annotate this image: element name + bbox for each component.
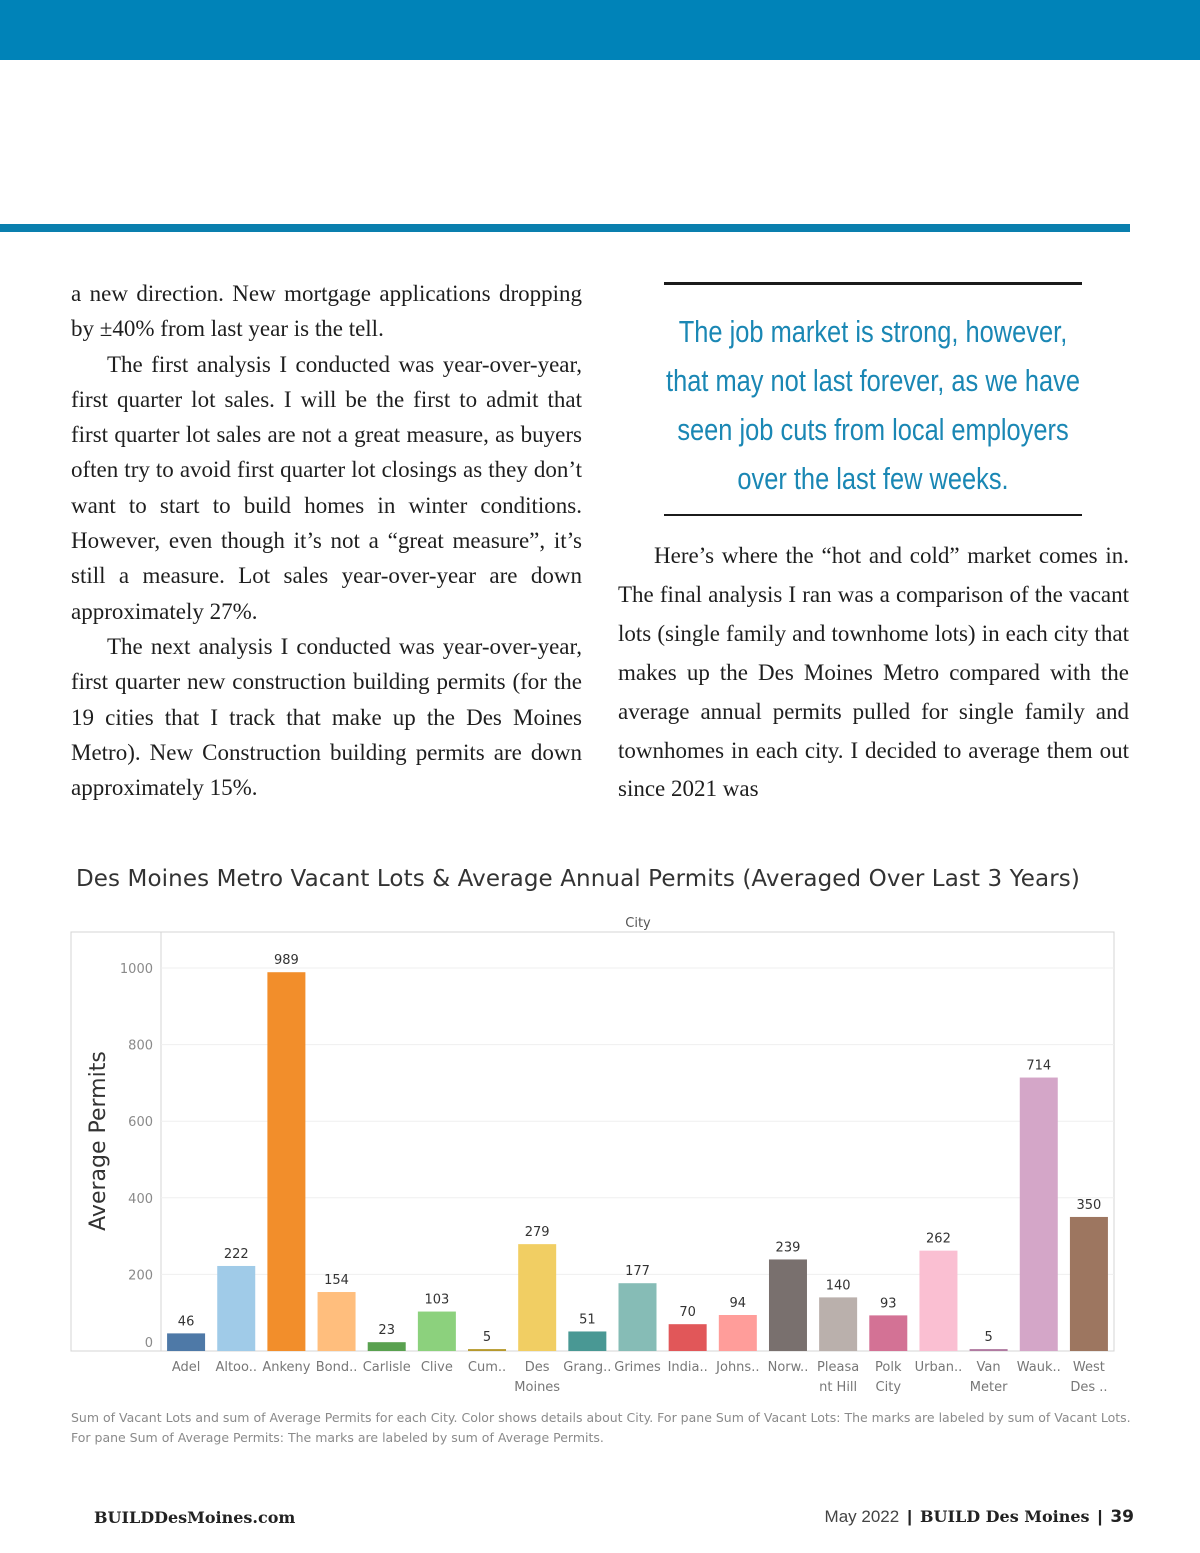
footer-site: BUILDDesMoines.com: [94, 1508, 296, 1527]
data-label: 70: [679, 1305, 696, 1321]
chart-title: Des Moines Metro Vacant Lots & Average Annual Permits (Averaged Over Last 3 Years): [76, 866, 1080, 892]
footer-right: [825, 1507, 1134, 1527]
x-tick-label: Polk: [875, 1360, 902, 1375]
x-tick-label: Grang..: [563, 1360, 612, 1375]
data-label: 103: [424, 1292, 450, 1308]
x-tick-label: nt Hill: [819, 1380, 858, 1395]
data-label: 279: [524, 1225, 550, 1241]
x-tick-label: West: [1072, 1360, 1105, 1375]
x-tick-label: Carlisle: [362, 1360, 411, 1375]
x-tick-label: Cum..: [467, 1360, 507, 1375]
bar: [217, 1266, 255, 1351]
bar: [819, 1297, 857, 1351]
data-label: 93: [880, 1296, 897, 1312]
y-tick-label: 0: [144, 1336, 153, 1351]
bar: [869, 1315, 907, 1351]
article-paragraph: Here’s where the “hot and cold” market comes in. The final analysis I ran was a comparison of the vacant lots (single family and townhome lots) in each city that makes up the Des Moines Metro compared with the average annual permits pulled for single family and townhomes in each city. I decided to average them out since 2021 was: [618, 543, 1129, 802]
bar: [267, 972, 305, 1351]
bar: [719, 1315, 757, 1351]
x-tick-label: Grimes: [614, 1360, 661, 1375]
pull-quote-text: The job market is strong, however, that may not last forever, as we have seen job cuts from local employers over the last few weeks.: [666, 314, 1080, 496]
data-label: 239: [775, 1240, 801, 1256]
data-label: 46: [177, 1314, 195, 1330]
y-tick-label: 200: [128, 1268, 153, 1284]
x-tick-label: Johns..: [716, 1360, 760, 1375]
x-tick-label: Ankeny: [262, 1360, 311, 1375]
bar: [919, 1251, 957, 1351]
bar: [167, 1333, 205, 1351]
bar: [619, 1283, 657, 1351]
data-label: 5: [482, 1330, 492, 1346]
x-tick-label: Des ..: [1070, 1380, 1108, 1395]
x-tick-label: Norw..: [767, 1360, 809, 1375]
x-tick-label: Pleasa: [817, 1360, 860, 1375]
x-tick-label: Wauk..: [1016, 1360, 1061, 1375]
footer-separator: |: [907, 1507, 912, 1526]
article-paragraph: The next analysis I conducted was year-over-year, first quarter new construction building permits (for the 19 cities that I track that make up the Des Moines Metro). New Construction building permits are down approximately 15%.: [71, 633, 582, 801]
bar: [318, 1292, 356, 1351]
y-tick-label: 1000: [119, 962, 153, 977]
data-label: 154: [324, 1273, 349, 1289]
data-label: 23: [378, 1323, 395, 1339]
bar: [970, 1349, 1008, 1351]
bar: [1070, 1217, 1108, 1351]
chart-caption: Sum of Vacant Lots and sum of Average Permits for each City. Color shows details about City. For pane Sum of Vacant Lots: The marks are labeled by sum of Vacant Lots. For pane Sum of Average Permits: The marks are labeled by sum of Average Permits.: [71, 1410, 1131, 1445]
article-paragraph: The first analysis I conducted was year-over-year, first quarter lot sales. I will be the first to admit that first quarter lot sales are not a great measure, as buyers often try to avoid first quarter lot closings as they don’t want to start to build homes in winter conditions. However, even though it’s not a “great measure”, it’s still a measure. Lot sales year-over-year are down approximately 27%.: [71, 351, 582, 624]
x-tick-label: Clive: [420, 1360, 453, 1375]
x-tick-label: Van: [976, 1360, 1001, 1375]
footer-separator: |: [1097, 1507, 1103, 1526]
y-tick-label: 800: [128, 1038, 153, 1054]
footer-publication: BUILD Des Moines: [919, 1507, 1090, 1526]
bar: [468, 1349, 506, 1351]
data-label: 177: [625, 1264, 650, 1280]
x-tick-label: City: [875, 1380, 902, 1395]
data-label: 94: [729, 1295, 747, 1311]
x-tick-label: Meter: [969, 1380, 1008, 1395]
data-label: 989: [273, 953, 299, 969]
y-tick-label: 400: [128, 1191, 153, 1207]
bar: [518, 1244, 556, 1351]
bar: [1020, 1078, 1058, 1351]
chart-header-label: City: [625, 916, 651, 931]
data-label: 262: [926, 1231, 951, 1247]
y-tick-label: 600: [128, 1115, 153, 1131]
x-tick-label: Des: [524, 1360, 550, 1375]
bar: [368, 1342, 406, 1351]
x-tick-label: Adel: [171, 1360, 201, 1375]
x-tick-label: Altoo..: [215, 1360, 258, 1375]
bar: [568, 1331, 606, 1351]
data-label: 5: [984, 1330, 993, 1346]
footer-date: May 2022: [824, 1507, 900, 1526]
x-tick-label: Moines: [514, 1380, 561, 1395]
data-label: 51: [579, 1312, 596, 1328]
data-label: 222: [223, 1246, 249, 1262]
x-tick-label: Bond..: [315, 1360, 358, 1375]
bar: [669, 1324, 707, 1351]
x-tick-label: India..: [667, 1360, 708, 1375]
article-paragraph: a new direction. New mortgage applications dropping by ±40% from last year is the tell.: [71, 281, 582, 342]
data-label: 714: [1026, 1058, 1052, 1074]
page-number: 39: [1110, 1507, 1134, 1527]
x-tick-label: Urban..: [914, 1360, 963, 1375]
bar: [418, 1312, 456, 1351]
bar: [769, 1259, 807, 1351]
data-label: 140: [825, 1278, 851, 1294]
y-axis-label: Average Permits: [86, 1051, 111, 1231]
data-label: 350: [1076, 1197, 1102, 1213]
